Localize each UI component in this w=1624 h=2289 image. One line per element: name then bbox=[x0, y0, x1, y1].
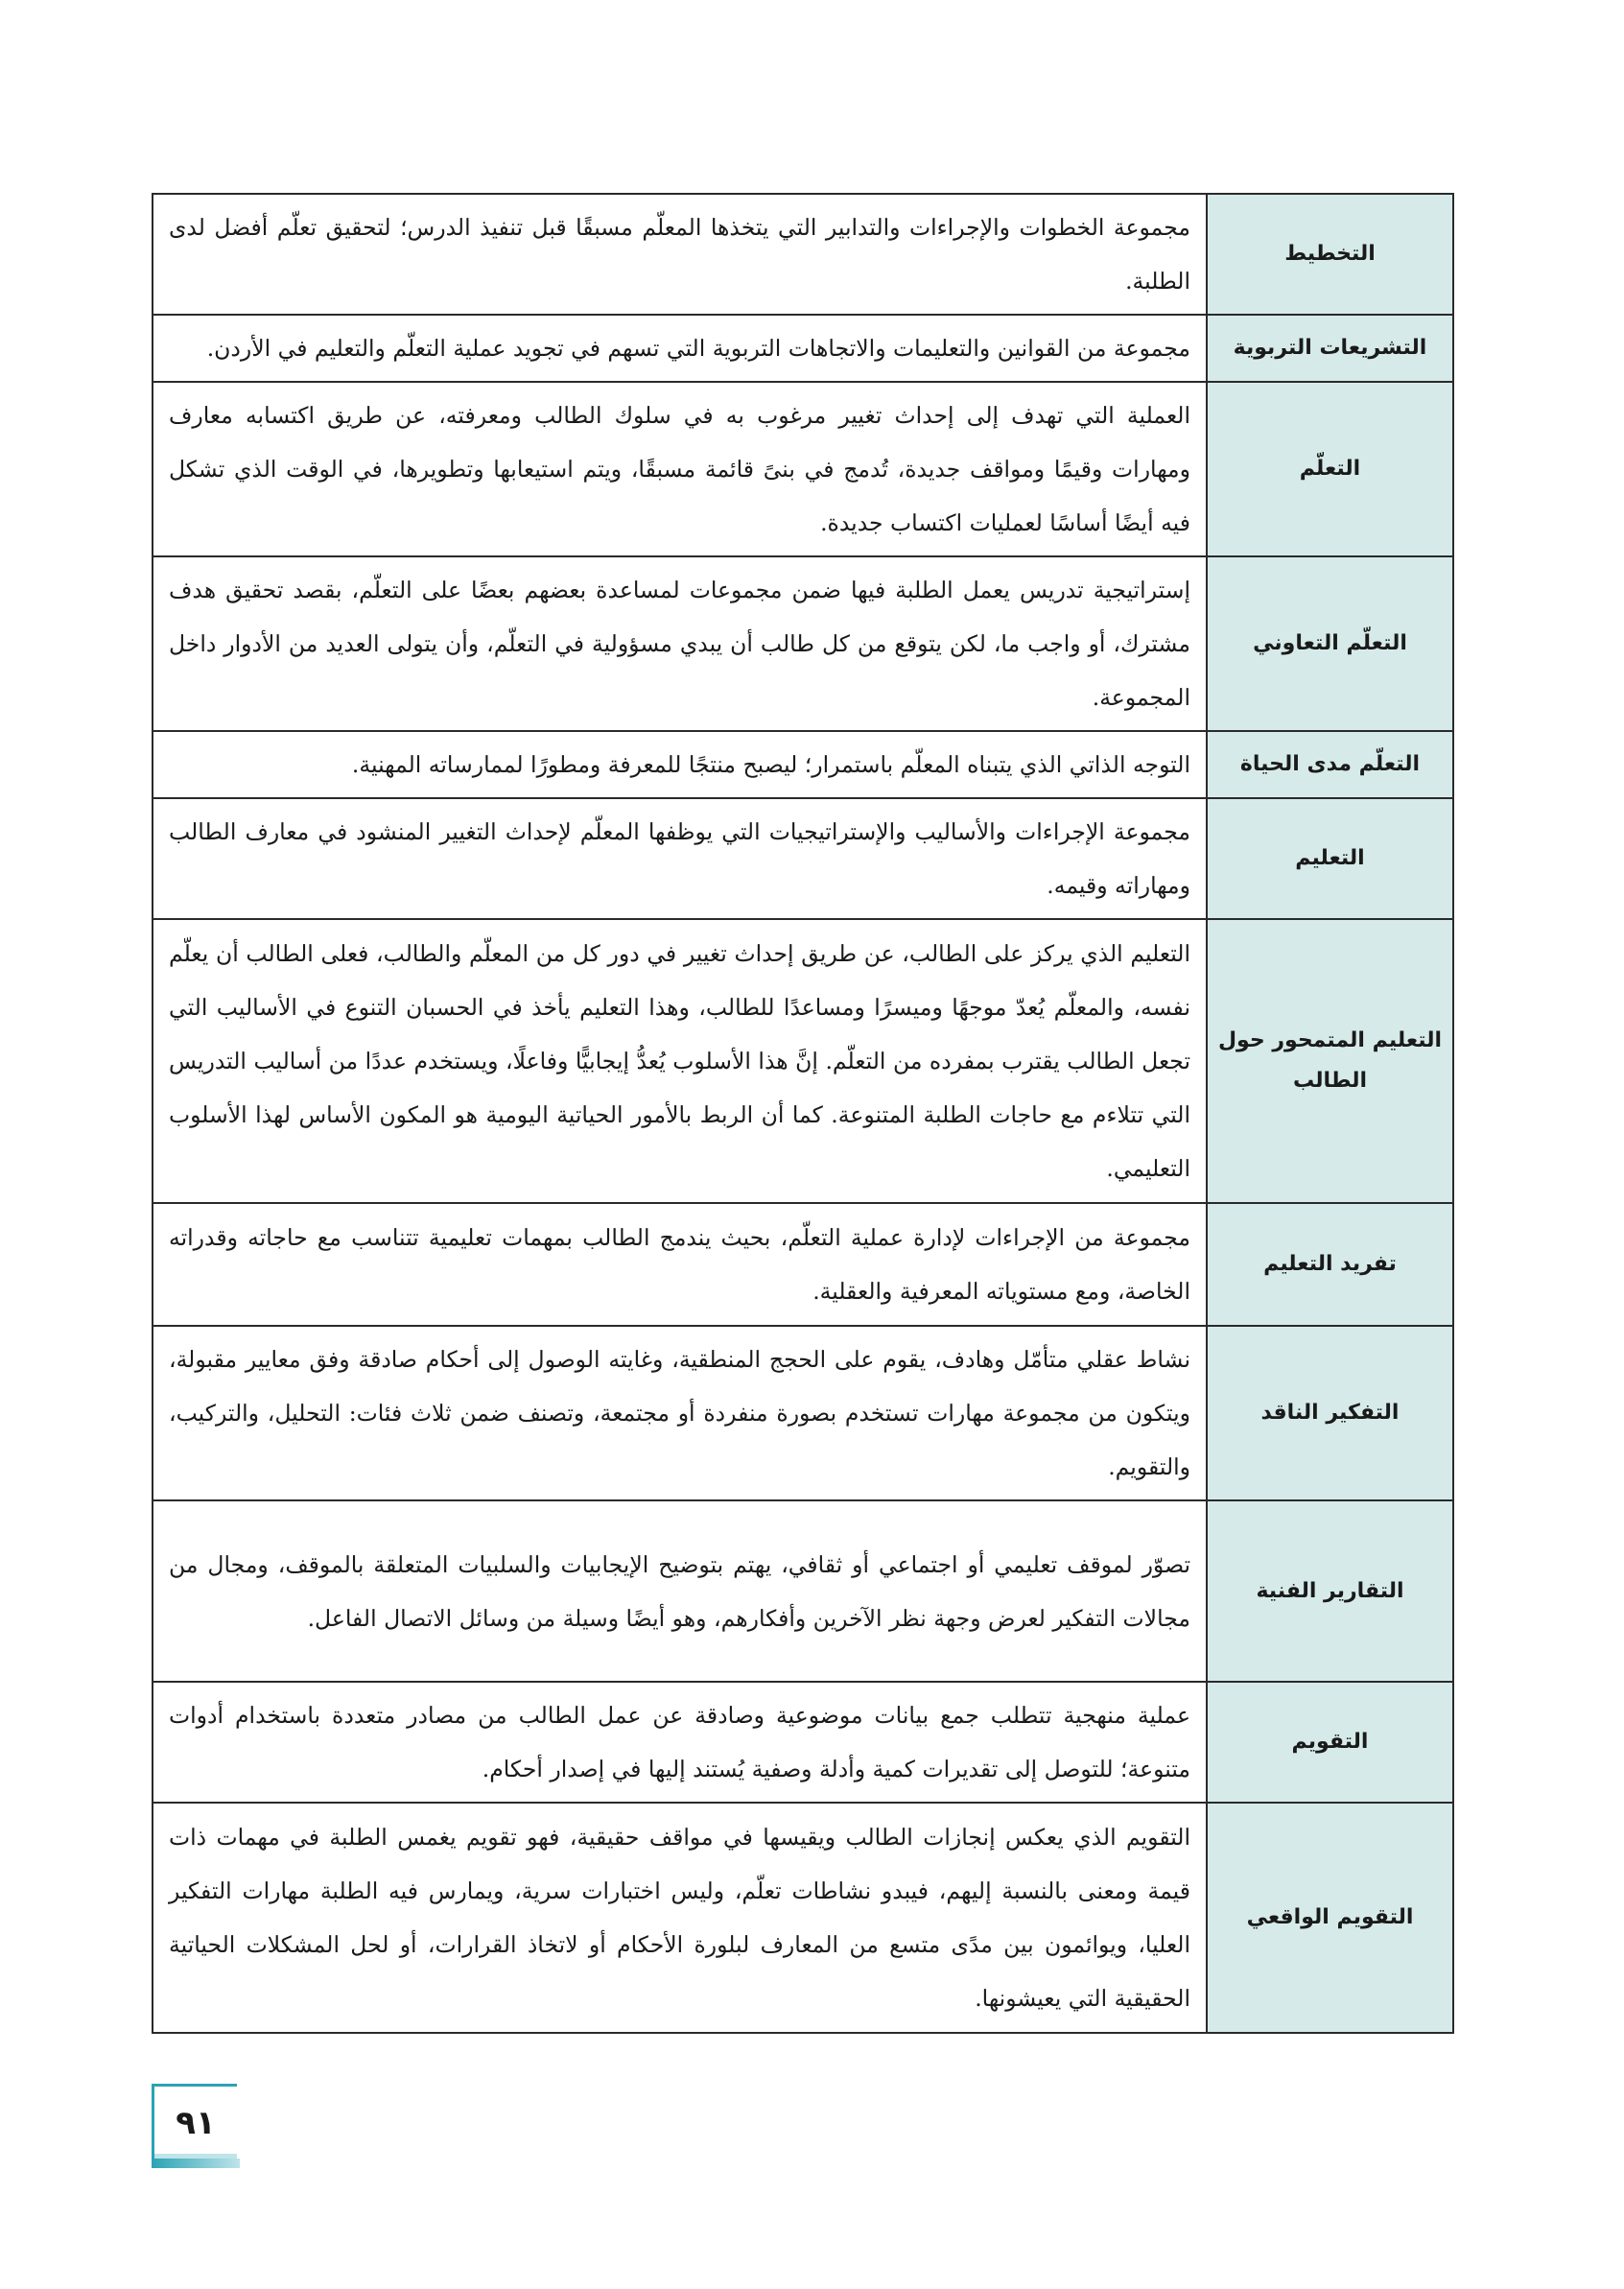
glossary-row bbox=[153, 798, 1453, 919]
glossary-row bbox=[153, 1326, 1453, 1500]
page-number: ٩١ bbox=[152, 2084, 237, 2159]
glossary-row bbox=[153, 556, 1453, 731]
glossary-row bbox=[153, 731, 1453, 798]
glossary-definition: مجموعة الإجراءات والأساليب والإستراتيجيات التي يوظفها المعلّم لإحداث التغيير المنشود في معارف الطالب ومهاراته وقيمه. bbox=[153, 798, 1207, 919]
glossary-term: التقويم الواقعي bbox=[1207, 1803, 1453, 2033]
glossary-row bbox=[153, 1803, 1453, 2033]
glossary-term: التقويم bbox=[1207, 1682, 1453, 1803]
glossary-definition: مجموعة من القوانين والتعليمات والاتجاهات التربوية التي تسهم في تجويد عملية التعلّم والتعليم في الأردن. bbox=[153, 315, 1207, 382]
glossary-term: التقارير الفنية bbox=[1207, 1500, 1453, 1682]
glossary-body bbox=[153, 194, 1453, 2033]
glossary-definition: عملية منهجية تتطلب جمع بيانات موضوعية وصادقة عن عمل الطالب من مصادر متعددة باستخدام أدوات متنوعة؛ للتوصل إلى تقديرات كمية وأدلة وصفية يُستند إليها في إصدار أحكام. bbox=[153, 1682, 1207, 1803]
glossary-term: التخطيط bbox=[1207, 194, 1453, 315]
glossary-row bbox=[153, 919, 1453, 1203]
glossary-definition: مجموعة الخطوات والإجراءات والتدابير التي يتخذها المعلّم مسبقًا قبل تنفيذ الدرس؛ لتحقيق تعلّم أفضل لدى الطلبة. bbox=[153, 194, 1207, 315]
glossary-row bbox=[153, 1682, 1453, 1803]
glossary-term: تفريد التعليم bbox=[1207, 1203, 1453, 1326]
glossary-definition: العملية التي تهدف إلى إحداث تغيير مرغوب به في سلوك الطالب ومعرفته، عن طريق اكتسابه معارف ومهارات وقيمًا ومواقف جديدة، تُدمج في بنىً قائمة مسبقًا، ويتم استيعابها وتطويرها، في الوقت الذي تشكل فيه أيضًا أساسًا لعمليات اكتساب جديدة. bbox=[153, 382, 1207, 556]
glossary-definition: نشاط عقلي متأمّل وهادف، يقوم على الحجج المنطقية، وغايته الوصول إلى أحكام صادقة وفق معايير مقبولة، ويتكون من مجموعة مهارات تستخدم بصورة منفردة أو مجتمعة، وتصنف ضمن ثلاث فئات: التحليل، والتركيب، والتقويم. bbox=[153, 1326, 1207, 1500]
glossary-definition: إستراتيجية تدريس يعمل الطلبة فيها ضمن مجموعات لمساعدة بعضهم بعضًا على التعلّم، بقصد تحقيق هدف مشترك، أو واجب ما، لكن يتوقع من كل طالب أن يبدي مسؤولية في التعلّم، وأن يتولى العديد من الأدوار داخل المجموعة. bbox=[153, 556, 1207, 731]
glossary-row bbox=[153, 1500, 1453, 1682]
glossary-definition: التوجه الذاتي الذي يتبناه المعلّم باستمرار؛ ليصبح منتجًا للمعرفة ومطورًا لممارساته المهنية. bbox=[153, 731, 1207, 798]
glossary-row bbox=[153, 382, 1453, 556]
glossary-term: التعلّم التعاوني bbox=[1207, 556, 1453, 731]
glossary-term: التفكير الناقد bbox=[1207, 1326, 1453, 1500]
glossary-definition: التقويم الذي يعكس إنجازات الطالب ويقيسها في مواقف حقيقية، فهو تقويم يغمس الطلبة في مهمات ذات قيمة ومعنى بالنسبة إليهم، فيبدو نشاطات تعلّم، وليس اختبارات سرية، ويمارس فيه الطلبة مهارات التفكير العليا، ويوائمون بين مدًى متسع من المعارف لبلورة الأحكام أو لاتخاذ القرارات، أو لحل المشكلات الحياتية الحقيقية التي يعيشونها. bbox=[153, 1803, 1207, 2033]
glossary-definition: مجموعة من الإجراءات لإدارة عملية التعلّم، بحيث يندمج الطالب بمهمات تعليمية تتناسب مع حاجاته وقدراته الخاصة، ومع مستوياته المعرفية والعقلية. bbox=[153, 1203, 1207, 1326]
glossary-definition: تصوّر لموقف تعليمي أو اجتماعي أو ثقافي، يهتم بتوضيح الإيجابيات والسلبيات المتعلقة بالموقف، ومجال من مجالات التفكير لعرض وجهة نظر الآخرين وأفكارهم، وهو أيضًا وسيلة من وسائل الاتصال الفاعل. bbox=[153, 1500, 1207, 1682]
glossary-term: التعليم bbox=[1207, 798, 1453, 919]
page-number-accent-bar bbox=[152, 2159, 240, 2168]
glossary-definition: التعليم الذي يركز على الطالب، عن طريق إحداث تغيير في دور كل من المعلّم والطالب، فعلى الطالب أن يعلّم نفسه، والمعلّم يُعدّ موجهًا وميسرًا ومساعدًا للطالب، وهذا التعليم يأخذ في الحسبان التنوع في الأساليب التي تجعل الطالب يقترب بمفرده من التعلّم. إنَّ هذا الأسلوب يُعدُّ إيجابيًّا وفاعلًا، ويستخدم عددًا من أساليب التدريس التي تتلاءم مع حاجات الطلبة المتنوعة. كما أن الربط بالأمور الحياتية اليومية هو المكون الأساس لهذا الأسلوب التعليمي. bbox=[153, 919, 1207, 1203]
glossary-row bbox=[153, 1203, 1453, 1326]
glossary-term: التعلّم مدى الحياة bbox=[1207, 731, 1453, 798]
glossary-row bbox=[153, 315, 1453, 382]
glossary-term: التشريعات التربوية bbox=[1207, 315, 1453, 382]
glossary-table bbox=[152, 193, 1454, 2034]
glossary-term: التعلّم bbox=[1207, 382, 1453, 556]
glossary-row bbox=[153, 194, 1453, 315]
glossary-term: التعليم المتمحور حول الطالب bbox=[1207, 919, 1453, 1203]
